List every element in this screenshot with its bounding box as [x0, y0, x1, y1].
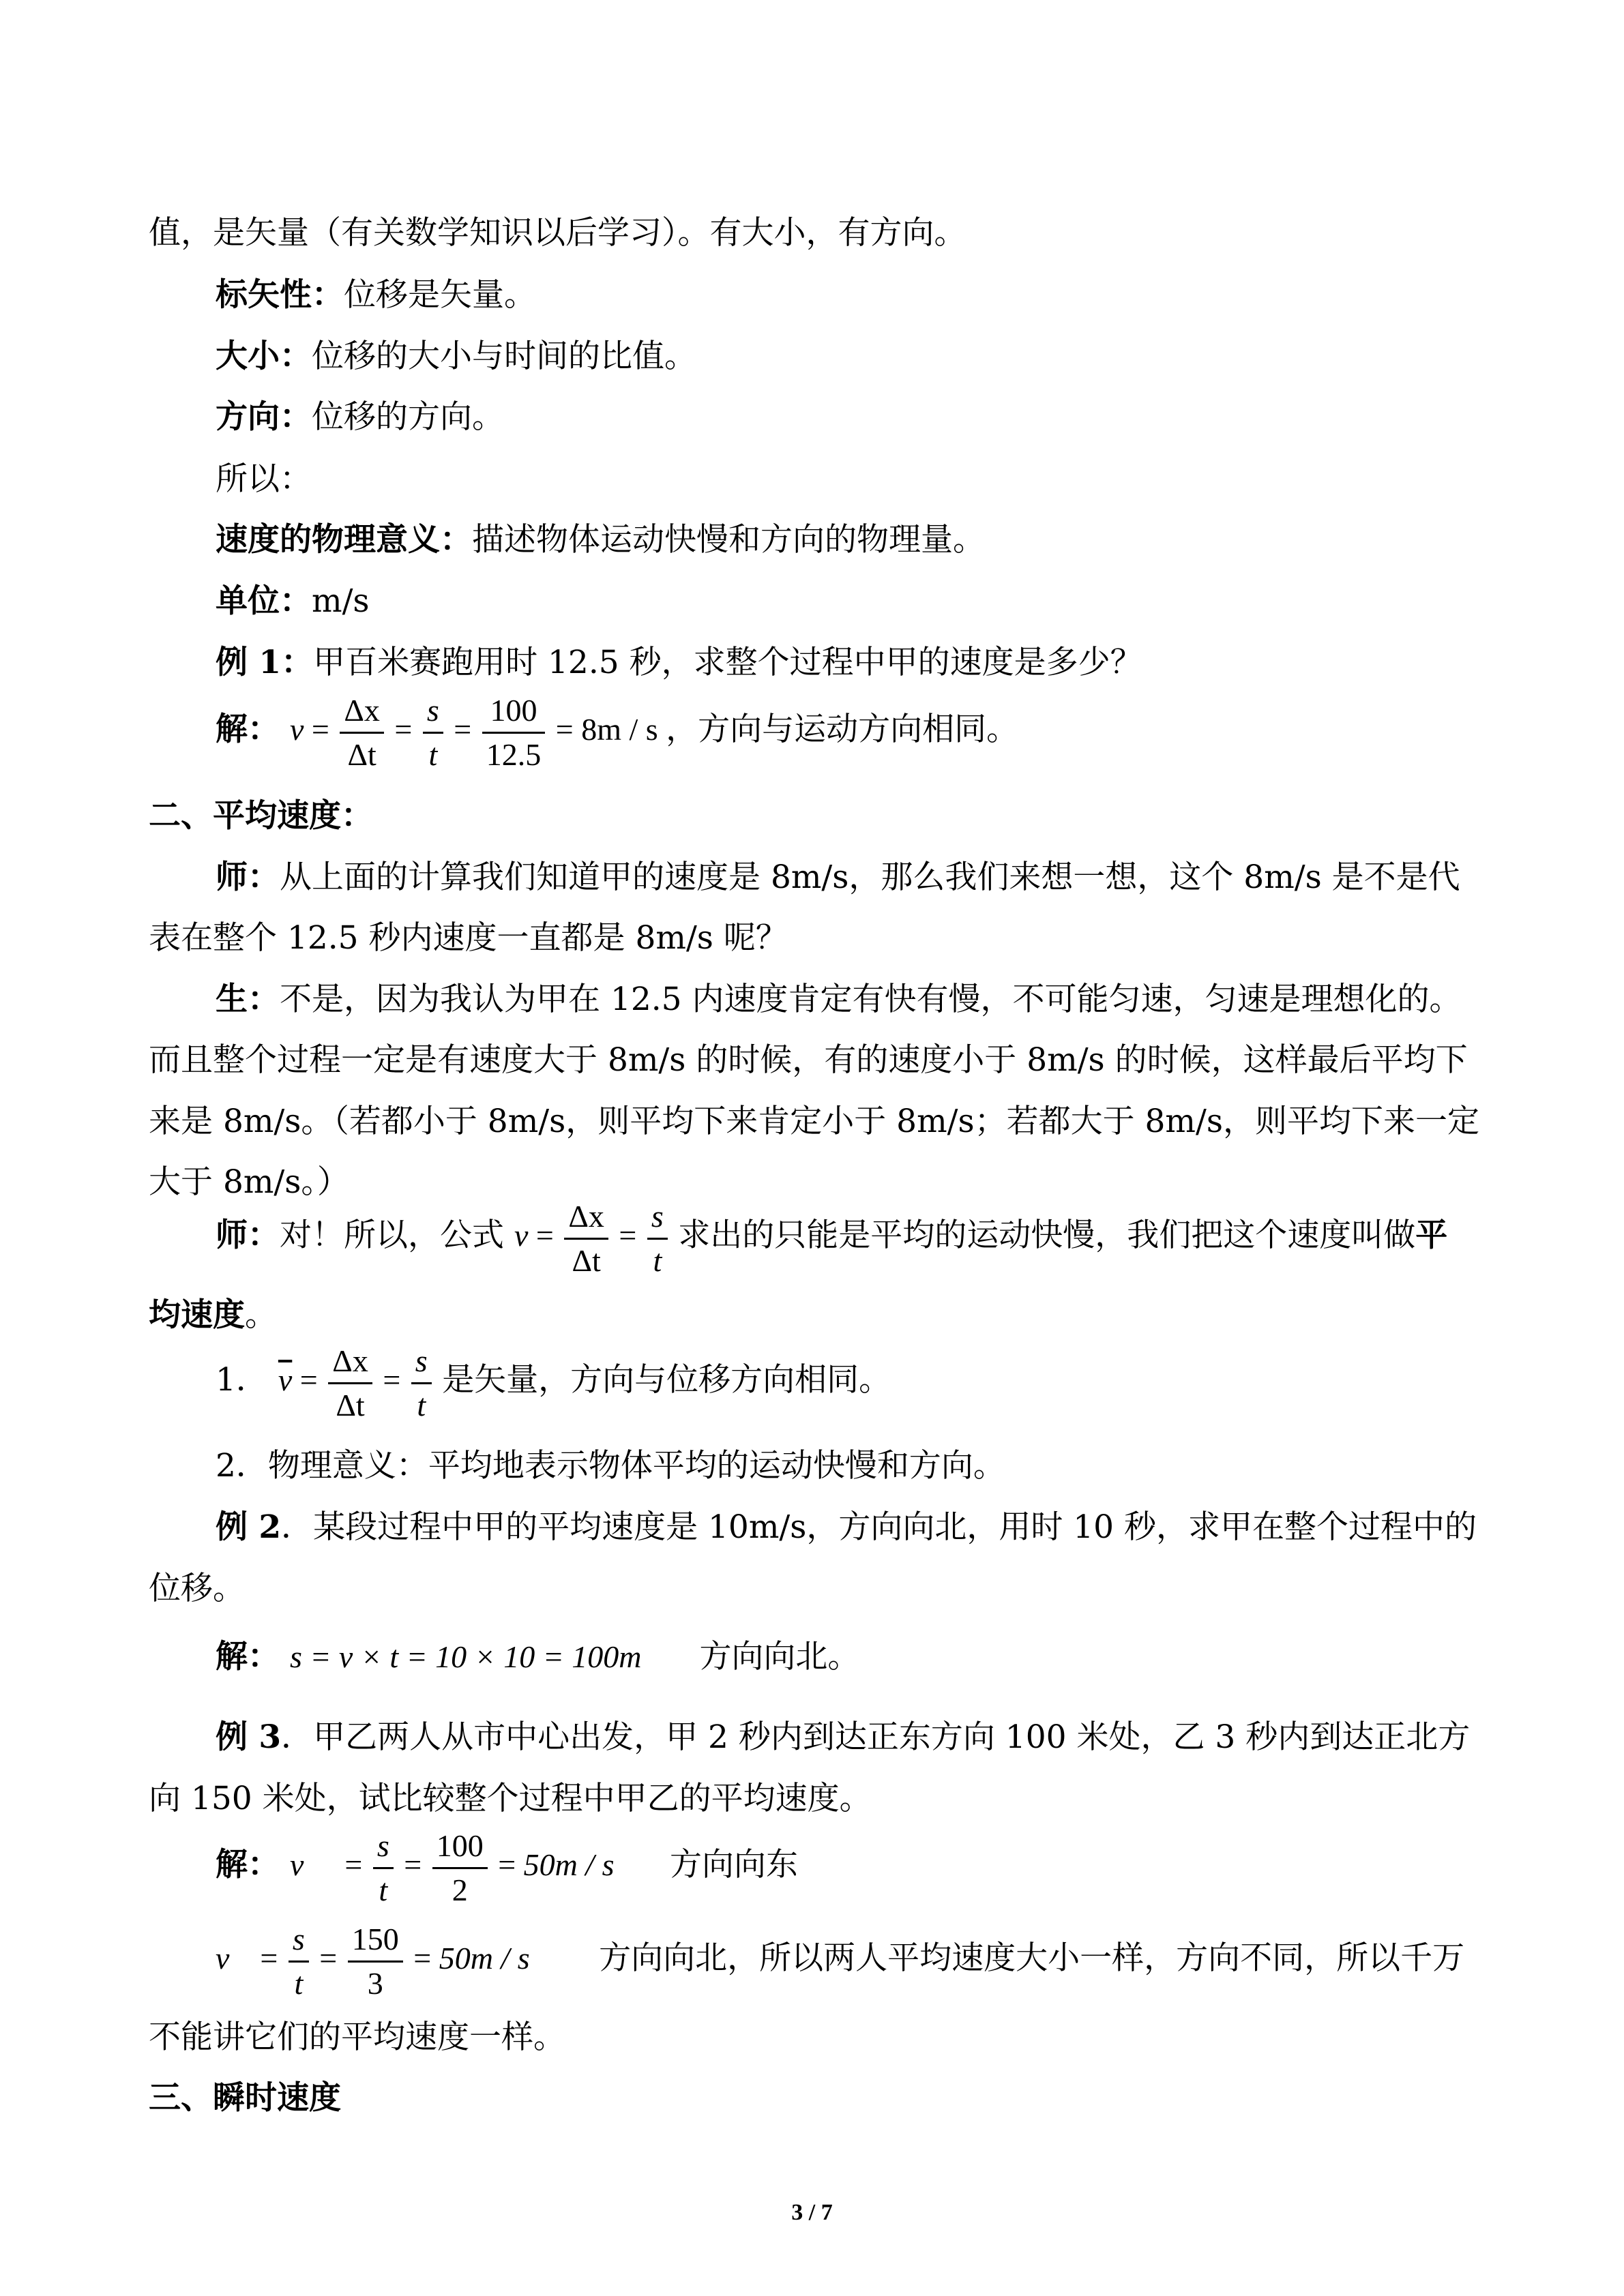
solution-3b: v = $\frac{s}{t}$ = $\frac{150}{3}$ = 50m / s 方向向北，所以两人平均速度大小一样，方向不同，所以千万: [216, 1921, 1465, 2001]
point-2: 2．物理意义：平均地表示物体平均的运动快慢和方向。: [216, 1447, 1005, 1485]
text-line: 单位：m/s: [216, 582, 370, 620]
text-line: 师：对！所以，公式 v = $\frac{\Delta x}{\Delta t}$ = $\frac{s}{t}$ 求出的只能是平均的运动快慢，我们把这个速度叫做平: [216, 1198, 1448, 1278]
text-line: 位移。: [149, 1570, 245, 1607]
text-line: 均速度。: [149, 1296, 277, 1334]
text-line: 而且整个过程一定是有速度大于 8m/s 的时候，有的速度小于 8m/s 的时候，这样最后平均下: [149, 1041, 1468, 1079]
text-line: 表在整个 12.5 秒内速度一直都是 8m/s 呢？: [149, 919, 788, 957]
example-2: 例 2．某段过程中甲的平均速度是 10m/s，方向向北，用时 10 秒，求甲在整个过程中的: [216, 1508, 1477, 1546]
solution-1: 解： v = $\frac{\Delta x}{\Delta t}$ = $\frac{s}{t}$ = $\frac{100}{12.5}$ = 8m / s ，方向与运动方向相同。: [216, 692, 1019, 772]
section-heading: 三、瞬时速度: [149, 2079, 341, 2117]
text-line: 值，是矢量（有关数学知识以后学习）。有大小，有方向。: [149, 214, 966, 252]
example-3: 例 3．甲乙两人从市中心出发，甲 2 秒内到达正东方向 100 米处，乙 3 秒内到达正北方: [216, 1718, 1471, 1756]
text-line: 方向：位移的方向。: [216, 398, 504, 436]
text-line: 所以：: [216, 460, 312, 498]
text-line: 不能讲它们的平均速度一样。: [149, 2018, 565, 2056]
text-line: 向 150 米处，试比较整个过程中甲乙的平均速度。: [149, 1780, 872, 1817]
point-1: 1． $\overline{v}$ = $\frac{\Delta x}{\Delta t}$ = $\frac{s}{t}$ 是矢量，方向与位移方向相同。: [216, 1343, 891, 1422]
text-line: 师：从上面的计算我们知道甲的速度是 8m/s，那么我们来想一想，这个 8m/s 是不是代: [216, 859, 1460, 896]
example-1: 例 1：甲百米赛跑用时 12.5 秒，求整个过程中甲的速度是多少？: [216, 644, 1142, 681]
text-line: 生：不是，因为我认为甲在 12.5 内速度肯定有快有慢，不可能匀速，匀速是理想化的。: [216, 981, 1462, 1018]
section-heading: 二、平均速度：: [149, 797, 373, 835]
solution-2: 解： s = v × t = 10 × 10 = 100m 方向向北。: [216, 1638, 860, 1675]
text-line: 大小：位移的大小与时间的比值。: [216, 338, 696, 375]
solution-3a: 解： v = $\frac{s}{t}$ = $\frac{100}{2}$ = 50m / s 方向向东: [216, 1828, 799, 1907]
text-line: 大于 8m/s。）: [149, 1163, 349, 1201]
text-line: 速度的物理意义：描述物体运动快慢和方向的物理量。: [216, 521, 985, 558]
text-line: 标矢性：位移是矢量。: [216, 276, 536, 314]
text-line: 来是 8m/s。（若都小于 8m/s，则平均下来肯定小于 8m/s；若都大于 8m/s，则平均下来一定: [149, 1103, 1479, 1140]
page-number: 3 / 7: [791, 2200, 833, 2225]
